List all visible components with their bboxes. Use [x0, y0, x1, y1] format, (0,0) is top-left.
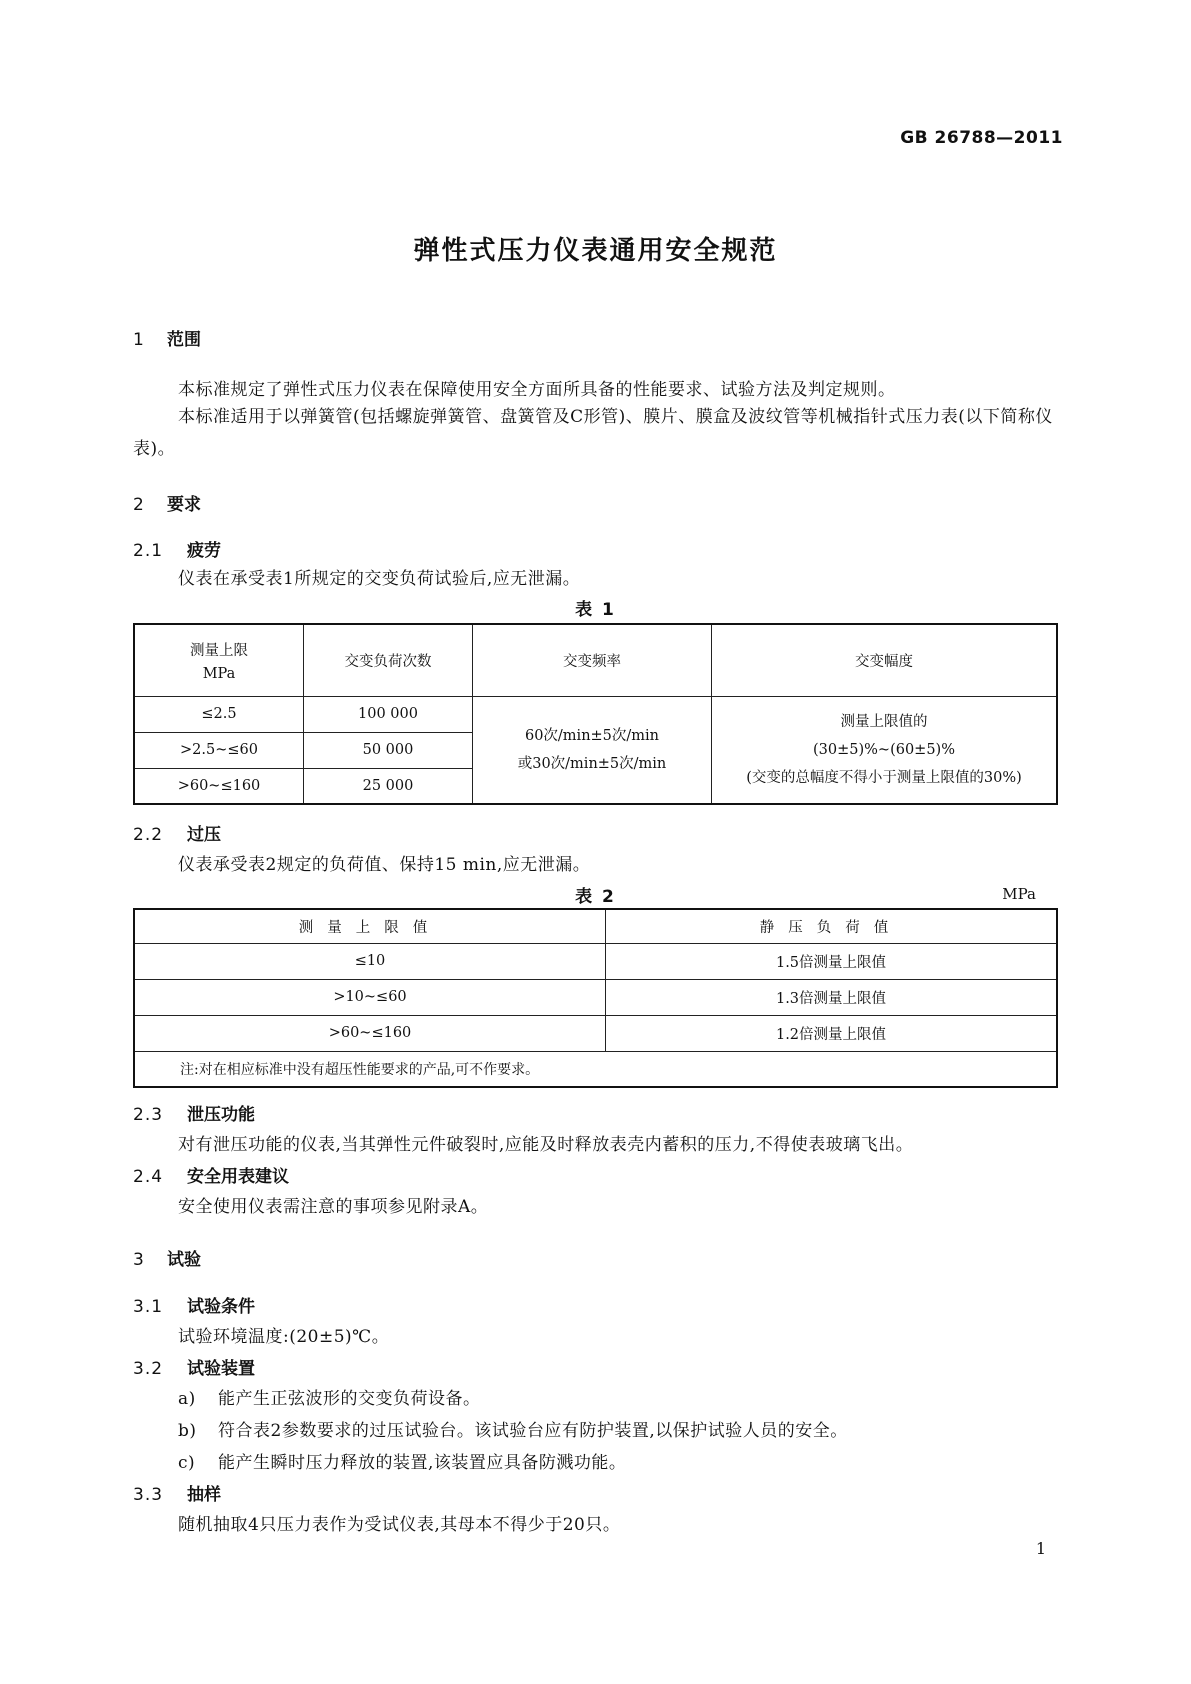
section-3-3-heading [133, 1480, 221, 1505]
subsection-title: 试验装置 [187, 1359, 255, 1379]
section-3-heading [133, 1245, 201, 1270]
range-cell: >60~≤160 [134, 768, 304, 804]
table-row [134, 1015, 1057, 1051]
section-2-3-heading [133, 1100, 255, 1125]
table-1 [133, 623, 1058, 805]
column-header-range: 测量上限值 [134, 909, 606, 943]
section-number: 2 [133, 495, 144, 515]
list-item-label: c) [178, 1453, 196, 1473]
list-item-text: 能产生瞬时压力释放的装置,该装置应具备防溅功能。 [218, 1453, 627, 1473]
column-header-amplitude: 交变幅度 [712, 624, 1058, 696]
table-note: 注:对在相应标准中没有超压性能要求的产品,可不作要求。 [134, 1051, 1057, 1087]
table-row [134, 696, 1057, 732]
column-header-frequency: 交变频率 [473, 624, 712, 696]
section-2-2-heading [133, 820, 221, 845]
table-row [134, 943, 1057, 979]
list-item [178, 1416, 848, 1441]
range-cell: >60~≤160 [134, 1015, 606, 1051]
load-cell: 1.2倍测量上限值 [606, 1015, 1058, 1051]
load-cell: 1.3倍测量上限值 [606, 979, 1058, 1015]
cycles-cell: 100 000 [304, 696, 473, 732]
frequency-line-1: 60次/min±5次/min [524, 727, 660, 744]
amplitude-line-1: 测量上限值的 [840, 713, 928, 730]
table-note-row [134, 1051, 1057, 1087]
section-1-paragraph-1: 本标准规定了弹性式压力仪表在保障使用安全方面所具备的性能要求、试验方法及判定规则。 [178, 380, 896, 400]
section-2-3-text: 对有泄压功能的仪表,当其弹性元件破裂时,应能及时释放表壳内蓄积的压力,不得使表玻璃飞出。 [178, 1135, 914, 1155]
subsection-title: 过压 [187, 825, 221, 845]
column-header-range-line1: 测量上限 [190, 642, 248, 659]
page-number: 1 [1035, 1539, 1046, 1558]
amplitude-cell [712, 696, 1058, 804]
document-title: 弹性式压力仪表通用安全规范 [413, 236, 778, 266]
range-cell: >2.5~≤60 [134, 732, 304, 768]
frequency-cell [473, 696, 712, 804]
column-header-range-unit: MPa [202, 665, 236, 682]
list-item-label: a) [178, 1389, 196, 1409]
subsection-number: 3.2 [133, 1359, 164, 1379]
section-1-heading [133, 325, 201, 350]
load-cell: 1.5倍测量上限值 [606, 943, 1058, 979]
subsection-title: 泄压功能 [187, 1105, 255, 1125]
section-2-4-heading [133, 1162, 289, 1187]
subsection-number: 2.4 [133, 1167, 164, 1187]
subsection-number: 3.1 [133, 1297, 164, 1317]
table-2 [133, 908, 1058, 1088]
subsection-title: 疲劳 [187, 541, 221, 561]
list-item-label: b) [178, 1421, 197, 1441]
table-header-row [134, 624, 1057, 696]
standard-number: GB 26788—2011 [900, 128, 1063, 148]
table-2-unit: MPa [1002, 885, 1036, 903]
section-3-1-text: 试验环境温度:(20±5)℃。 [178, 1327, 390, 1347]
section-2-2-text: 仪表承受表2规定的负荷值、保持15 min,应无泄漏。 [178, 855, 591, 875]
table-2-caption: 表 2 [575, 887, 616, 907]
subsection-title: 试验条件 [187, 1297, 255, 1317]
subsection-number: 2.3 [133, 1105, 164, 1125]
section-2-1-heading [133, 536, 221, 561]
subsection-number: 2.1 [133, 541, 164, 561]
section-number: 1 [133, 330, 144, 350]
section-title: 范围 [167, 330, 201, 350]
section-1-paragraph-2: 本标准适用于以弹簧管(包括螺旋弹簧管、盘簧管及C形管)、膜片、膜盒及波纹管等机械指针式压力表(以下简称仪表)。 [133, 407, 1053, 459]
section-2-4-text: 安全使用仪表需注意的事项参见附录A。 [178, 1197, 489, 1217]
section-title: 要求 [167, 495, 201, 515]
range-cell: ≤10 [134, 943, 606, 979]
subsection-title: 抽样 [187, 1485, 221, 1505]
column-header-static-load: 静压负荷值 [606, 909, 1058, 943]
list-item [178, 1448, 626, 1473]
section-2-heading [133, 490, 201, 515]
section-3-1-heading [133, 1292, 255, 1317]
subsection-number: 2.2 [133, 825, 164, 845]
subsection-number: 3.3 [133, 1485, 164, 1505]
frequency-line-2: 或30次/min±5次/min [517, 755, 667, 772]
cycles-cell: 25 000 [304, 768, 473, 804]
section-3-2-heading [133, 1354, 255, 1379]
list-item [178, 1384, 481, 1409]
table-header-row [134, 909, 1057, 943]
table-1-caption: 表 1 [575, 600, 616, 620]
table-row [134, 979, 1057, 1015]
amplitude-line-2: (30±5)%~(60±5)% [813, 741, 955, 758]
section-title: 试验 [167, 1250, 201, 1270]
column-header-range [134, 624, 304, 696]
section-3-3-text: 随机抽取4只压力表作为受试仪表,其母本不得少于20只。 [178, 1515, 621, 1535]
amplitude-line-3: (交变的总幅度不得小于测量上限值的30%) [746, 769, 1022, 786]
list-item-text: 能产生正弦波形的交变负荷设备。 [218, 1389, 481, 1409]
section-number: 3 [133, 1250, 144, 1270]
column-header-cycles: 交变负荷次数 [304, 624, 473, 696]
range-cell: ≤2.5 [134, 696, 304, 732]
subsection-title: 安全用表建议 [187, 1167, 289, 1187]
list-item-text: 符合表2参数要求的过压试验台。该试验台应有防护装置,以保护试验人员的安全。 [218, 1421, 848, 1441]
cycles-cell: 50 000 [304, 732, 473, 768]
section-2-1-text: 仪表在承受表1所规定的交变负荷试验后,应无泄漏。 [178, 569, 581, 589]
range-cell: >10~≤60 [134, 979, 606, 1015]
